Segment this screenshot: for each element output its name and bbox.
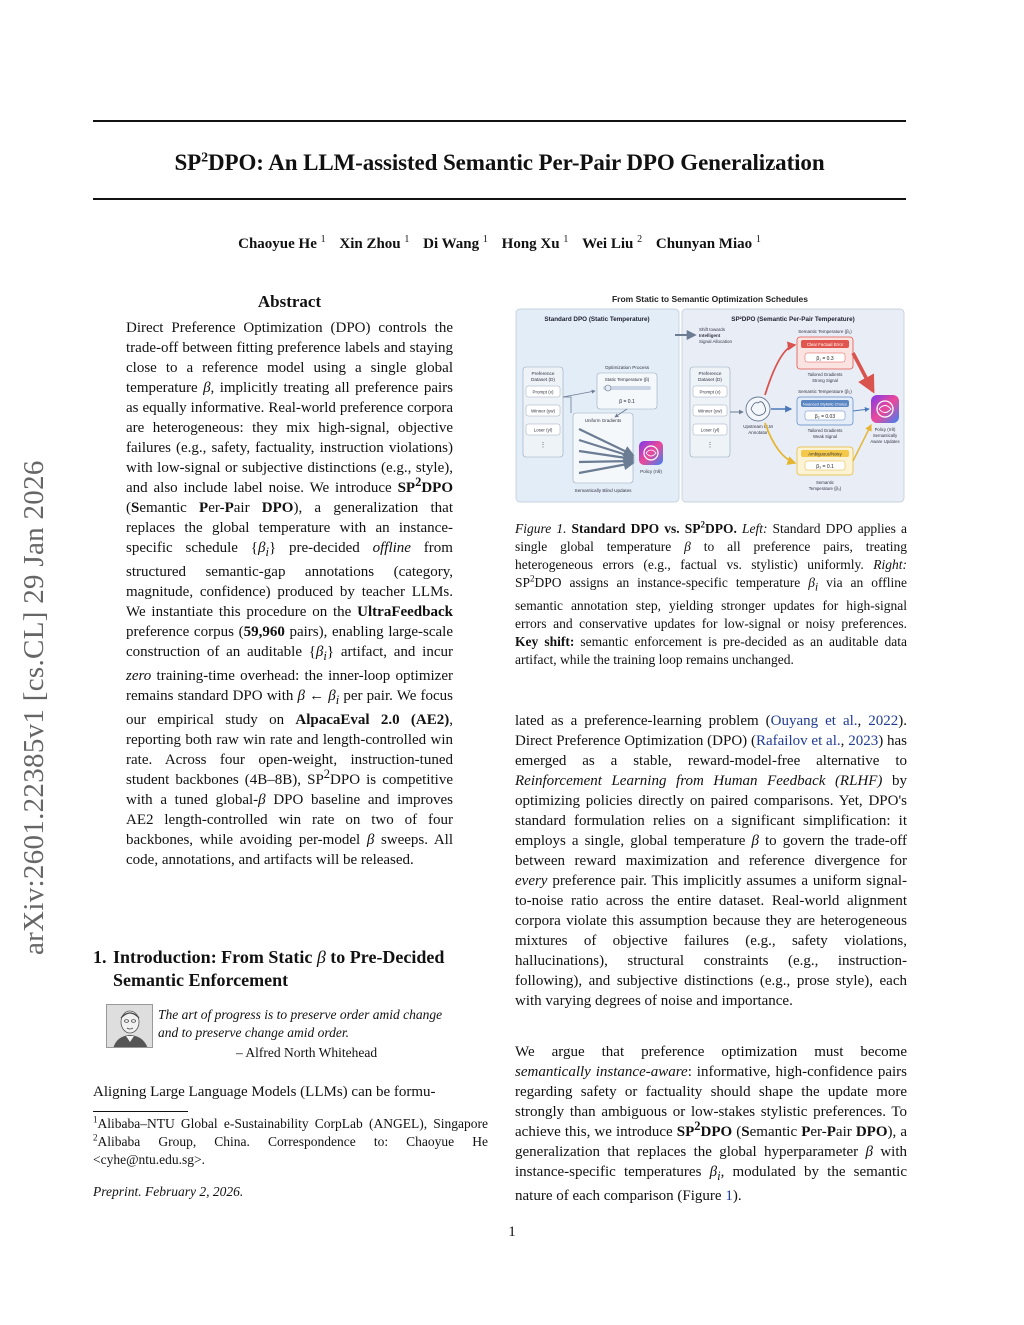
title-rule-top [93, 120, 906, 122]
preprint-note: Preprint. February 2, 2026. [93, 1184, 244, 1199]
svg-text:Uniform Gradients: Uniform Gradients [584, 418, 622, 423]
intro-paragraph-start: Aligning Large Language Models (LLMs) can be formu- [93, 1084, 436, 1100]
abstract-body: Direct Preference Optimization (DPO) controls the trade-off between fitting preference labels and staying close to a reference model using a single global temperature β, implicitly treating all preference pairs as equally informative. Real-world preference corpora are heterogeneous: they mix high-signal, objective failures (e.g., safety, factuality, instruction violations) with low-signal or subjective distinctions (e.g., style), and also include label noise. We introduce $SP^2DPO$ (Semantic Per-Pair DPO), a generalization that replaces the global temperature with an instance-specific schedule $\{\beta_i\}$ pre-decided offline from structured semantic-gap annotations (category, magnitude, confidence) produced by teacher LLMs. We instantiate this procedure on the UltraFeedback preference corpus (59,960 pairs), enabling large-scale construction of an auditable $\{\beta_i\}$ artifact, and incur zero training-time overhead: the inner-loop optimizer remains standard DPO with β ← $\beta_i$ per pair. We focus our empirical study on AlpacaEval 2.0 (AE2), reporting both raw win rate and length-controlled win rate. Across four open-weight, instruction-tuned student backbones (4B–8B), $SP^2DPO$ is competitive with a tuned global-β DPO baseline and improves AE2 length-controlled win rate on two of four backbones, while avoiding per-model β sweeps. All code, annotations, and artifacts will be released. [126, 320, 454, 868]
intro-paragraph-right-1: lated as a preference-learning problem (Ouyang et al., 2022). Direct Preference Optimization (DPO) (Rafailov et al., 2023) has emerged as a stable, reward-model-free alternative to Reinforcement Learning from Human Feedback (RLHF) by optimizing policies directly on paired comparisons. Yet, DPO's standard formulation relies on a significant simplification: it employs a single, global temperature β to govern the trade-off between reward maximization and reference divergence for every preference pair. This implicitly assumes a uniform signal-to-noise ratio across the entire dataset. Real-world alignment corpora violate this assumption because they are heterogeneous mixtures of objective failures (e.g., safety violations, hallucinations), structural constraints (e.g., instruction-following), and subjective distinctions (e.g., prose style), each with varying degrees of noise and importance. [515, 713, 908, 1009]
policy-icon-right [871, 395, 899, 423]
svg-text:Winner (yw): Winner (yw) [697, 408, 723, 414]
svg-text:PreferenceDataset (D): Preference Dataset (D) [698, 371, 722, 382]
svg-text:Loser (yl): Loser (yl) [533, 427, 553, 433]
svg-text:Nuanced Stylistic Choice: Nuanced Stylistic Choice [802, 401, 848, 407]
svg-text:β = 0.1: β = 0.1 [619, 399, 635, 405]
svg-text:Policy (πθ): Policy (πθ) [640, 469, 662, 474]
author: Xin Zhou $^1$ [339, 234, 410, 252]
svg-text:Upstream LLMAnnotator: Upstream LLM Annotator [743, 424, 773, 435]
figure-title: From Static to Semantic Optimization Schedules [611, 294, 809, 304]
citation-rafailov[interactable]: Rafailov et al. [755, 733, 841, 749]
svg-text:Winner (yw): Winner (yw) [530, 408, 556, 414]
citation-ouyang[interactable]: Ouyang et al. [770, 713, 858, 729]
author-list [93, 236, 906, 253]
epigraph-attribution: – Alfred North Whitehead [236, 1045, 378, 1060]
whitehead-portrait [106, 1004, 153, 1048]
abstract-heading: Abstract [257, 292, 322, 311]
author: Hong Xu $^1$ [501, 234, 569, 252]
svg-text:Semantic Temperature (β₁): Semantic Temperature (β₁) [798, 329, 852, 334]
author: Chunyan Miao $^1$ [655, 234, 761, 252]
svg-text:Tailored GradientsStrong Signa: Tailored Gradients Strong Signal [807, 372, 843, 383]
paper-title: $SP^2DPO$: An LLM-assisted Semantic Per-Pair DPO Generalization [174, 150, 825, 175]
svg-text:PreferenceDataset (D): Preference Dataset (D) [531, 371, 555, 382]
citation-rafailov-year[interactable]: 2023 [848, 733, 879, 749]
svg-text:β₁ = 0.3: β₁ = 0.3 [816, 356, 834, 362]
citation-ouyang-year[interactable]: 2022 [868, 713, 899, 729]
figure-1-reference[interactable]: 1 [725, 1188, 733, 1204]
svg-text:Clear Factual Error: Clear Factual Error [806, 342, 844, 347]
llm-annotator-icon [746, 397, 770, 421]
arxiv-identifier-stamp: arXiv:2601.22385v1 [cs.CL] 29 Jan 2026 [18, 460, 50, 955]
svg-text:⋮: ⋮ [539, 442, 547, 449]
author: Di Wang $^1$ [423, 234, 488, 252]
author: Chaoyue He $^1$ [238, 234, 326, 252]
svg-text:Semantically Blind Updates: Semantically Blind Updates [574, 488, 632, 493]
figure-1-diagram [515, 287, 905, 504]
svg-text:β₂ = 0.03: β₂ = 0.03 [814, 414, 836, 420]
svg-text:Policy (πθ)SemanticallyAware U: Policy (πθ) Semantically Aware Updates [870, 427, 900, 444]
svg-text:Static Temperature (β): Static Temperature (β) [604, 377, 650, 382]
author: Wei Liu $^2$ [582, 234, 643, 252]
svg-text:SemanticTemperature (β₃): Semantic Temperature (β₃) [808, 480, 842, 491]
affiliation-footnote: $^1$Alibaba–NTU Global e-Sustainability CorpLab (ANGEL), Singapore $^2$Alibaba Group, China. Correspondence to: Chaoyue He <cyhe@ntu.edu.sg>. [93, 1114, 488, 1167]
figure-1-caption: Figure 1. Standard DPO vs. $SP^2DPO$. Left: Standard DPO applies a single global temperature β to all preference pairs, treating heterogeneous errors (e.g., factual vs. stylistic) uniformly. Right: $SP^2DPO$ assigns an instance-specific temperature $\beta_i$ via an offline semantic annotation step, yielding stronger updates for high-signal errors and conservative updates for low-signal or noisy preferences. Key shift: semantic enforcement is pre-decided as an auditable data artifact, while the training loop remains unchanged. [515, 519, 908, 667]
intro-paragraph-right-2: We argue that preference optimization must become semantically instance-aware: informative, high-confidence pairs regarding safety or factuality should shape the update more strongly than ambiguous or low-stakes stylistic preferences. To achieve this, we introduce $SP^2DPO$ (Semantic Per-Pair DPO), a generalization that replaces the global hyperparameter β with instance-specific temperatures $\beta_i$, modulated by the semantic nature of each comparison (Figure 1). [515, 1044, 908, 1204]
svg-text:Optimization Process: Optimization Process [604, 365, 650, 370]
footnote-rule [93, 1111, 188, 1112]
svg-text:Semantic Temperature (β₂): Semantic Temperature (β₂) [798, 389, 852, 394]
left-panel-title: Standard DPO (Static Temperature) [544, 316, 650, 323]
svg-text:Loser (yl): Loser (yl) [700, 427, 720, 433]
policy-icon-left [639, 441, 663, 465]
section-heading-introduction: 1. Introduction: From Static β to Pre-Decided Semantic Enforcement [93, 947, 445, 990]
svg-text:Prompt (x): Prompt (x) [699, 389, 721, 395]
svg-text:Prompt (x): Prompt (x) [532, 389, 554, 395]
epigraph-quote: The art of progress is to preserve order amid change and to preserve change amid order. [158, 1007, 443, 1040]
svg-text:Shift towardsIntelligentSignal: Shift towards Intelligent Signal Allocation [699, 327, 733, 344]
right-panel-title: SP²DPO (Semantic Per-Pair Temperature) [731, 316, 855, 323]
svg-text:β₃ = 0.1: β₃ = 0.1 [816, 464, 834, 470]
page-number: 1 [508, 1224, 516, 1240]
svg-text:Tailored GradientsWeak Signal: Tailored Gradients Weak Signal [807, 428, 843, 439]
svg-text:Ambiguous/Noisy: Ambiguous/Noisy [808, 451, 842, 457]
svg-text:⋮: ⋮ [706, 442, 714, 449]
title-rule-bottom [93, 198, 906, 200]
